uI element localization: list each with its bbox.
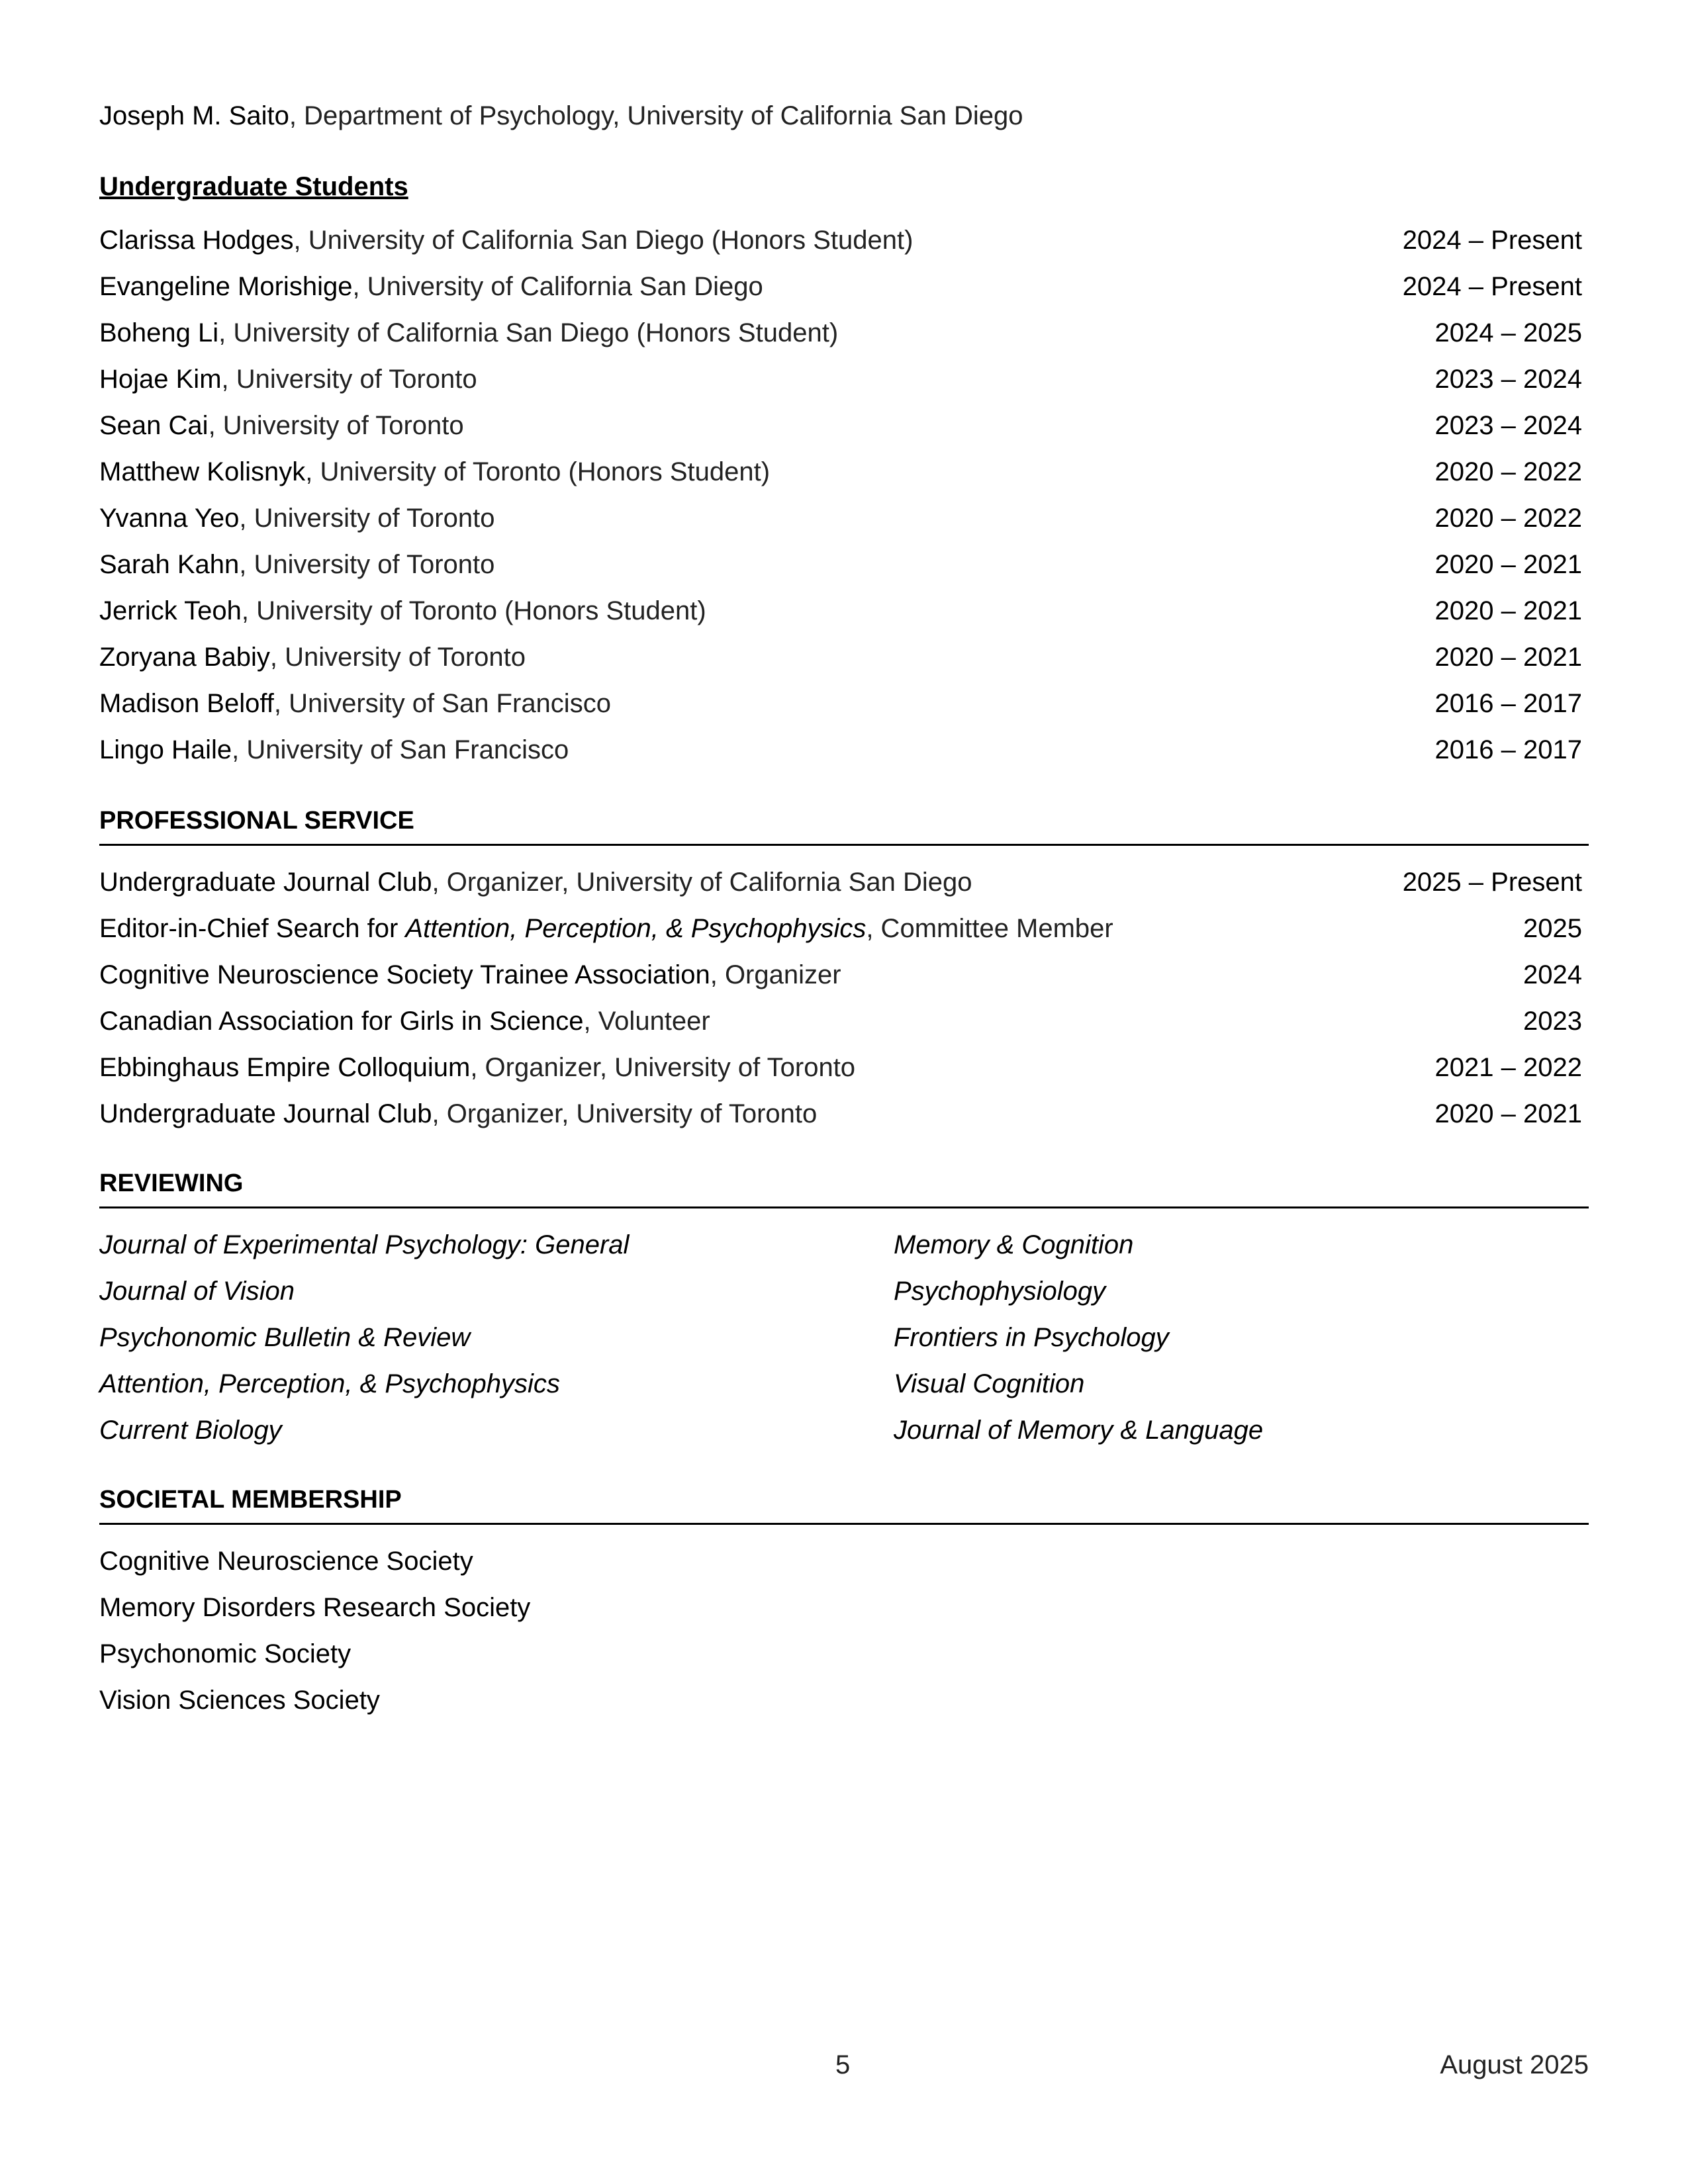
student-name: Matthew Kolisnyk [99,457,306,486]
service-role: Cognitive Neuroscience Society Trainee Association [99,960,710,989]
list-item [99,1410,1589,1450]
journal-title: Psychonomic Bulletin & Review [99,1323,471,1352]
student-name: Jerrick Teoh [99,596,242,625]
grad-mentee-entry [99,96,1589,136]
list-item [99,452,1589,492]
student-name: Evangeline Morishige [99,272,353,301]
service-dates: 2024 [1523,960,1582,989]
list-item: Memory Disorders Research Society [99,1593,531,1622]
student-detail: , University of California San Diego (Honors Student) [218,318,839,347]
student-dates: 2023 – 2024 [1434,411,1582,440]
student-detail: , University of Toronto [221,365,477,394]
student-dates: 2016 – 2017 [1434,689,1582,718]
student-dates: 2020 – 2022 [1434,457,1582,486]
list-item: Cognitive Neuroscience Society [99,1547,473,1576]
student-dates: 2024 – 2025 [1434,318,1582,347]
journal-title: Frontiers in Psychology [894,1323,1169,1352]
student-detail: , University of California San Diego [352,272,763,301]
list-item [99,267,1589,306]
journal-title: Attention, Perception, & Psychophysics [405,914,867,943]
entry-name: Joseph M. Saito [99,101,289,130]
student-detail: , University of San Francisco [232,735,569,764]
journal-title: Attention, Perception, & Psychophysics [99,1369,560,1398]
student-detail: , University of Toronto [239,550,495,579]
journal-title: Journal of Experimental Psychology: General [99,1230,630,1259]
list-item [99,220,1589,260]
page-number: 5 [835,2050,851,2079]
student-detail: , University of Toronto [208,411,464,440]
undergrad-heading: Undergraduate Students [99,172,408,201]
service-role: Editor-in-Chief Search for [99,914,406,943]
student-name: Lingo Haile [99,735,232,764]
student-name: Sarah Kahn [99,550,240,579]
service-dates: 2021 – 2022 [1434,1053,1582,1082]
service-role: Undergraduate Journal Club [99,1099,432,1128]
student-dates: 2016 – 2017 [1434,735,1582,764]
student-name: Hojae Kim [99,365,222,394]
service-role: Canadian Association for Girls in Science [99,1007,584,1036]
section-divider [99,1523,1589,1525]
list-item [99,1048,1589,1087]
list-item [99,909,1589,948]
section-divider [99,1206,1589,1208]
service-detail: , Organizer, University of Toronto [432,1099,818,1128]
service-dates: 2025 [1523,914,1582,943]
student-name: Zoryana Babiy [99,643,270,672]
student-name: Boheng Li [99,318,219,347]
student-dates: 2020 – 2021 [1434,643,1582,672]
student-dates: 2023 – 2024 [1434,365,1582,394]
list-item [99,730,1589,770]
journal-title: Journal of Memory & Language [894,1416,1264,1445]
list-item [99,1001,1589,1041]
list-item [99,591,1589,631]
footer-date: August 2025 [1440,2050,1589,2079]
list-item [99,1364,1589,1404]
student-detail: , University of Toronto (Honors Student) [241,596,706,625]
student-detail: , University of Toronto (Honors Student) [305,457,771,486]
list-item [99,359,1589,399]
service-detail: , Organizer [710,960,841,989]
service-dates: 2023 [1523,1007,1582,1036]
journal-title: Psychophysiology [894,1277,1106,1306]
list-item [99,406,1589,445]
student-name: Yvanna Yeo [99,504,240,533]
list-item [99,637,1589,677]
student-detail: , University of Toronto [239,504,495,533]
journal-title: Visual Cognition [894,1369,1085,1398]
service-role: Ebbinghaus Empire Colloquium [99,1053,471,1082]
section-divider [99,844,1589,846]
list-item: Vision Sciences Society [99,1686,380,1715]
section-title-reviewing: REVIEWING [99,1169,244,1197]
journal-title: Journal of Vision [99,1277,295,1306]
student-detail: , University of San Francisco [273,689,611,718]
list-item [99,1225,1589,1265]
student-dates: 2024 – Present [1402,272,1582,301]
service-dates: 2025 – Present [1402,868,1582,897]
list-item [99,313,1589,353]
list-item: Psychonomic Society [99,1639,352,1668]
entry-detail: , Department of Psychology, University of California San Diego [289,101,1023,130]
service-dates: 2020 – 2021 [1434,1099,1582,1128]
service-role: Undergraduate Journal Club [99,868,432,897]
student-name: Sean Cai [99,411,209,440]
section-title-membership: SOCIETAL MEMBERSHIP [99,1486,402,1514]
service-detail: , Committee Member [866,914,1113,943]
list-item [99,862,1589,902]
list-item [99,545,1589,584]
service-detail: , Volunteer [583,1007,710,1036]
list-item [99,1271,1589,1311]
list-item [99,1094,1589,1134]
student-name: Madison Beloff [99,689,274,718]
student-dates: 2020 – 2021 [1434,596,1582,625]
student-detail: , University of Toronto [269,643,526,672]
service-detail: , Organizer, University of Toronto [470,1053,856,1082]
list-item [99,955,1589,995]
student-dates: 2024 – Present [1402,226,1582,255]
student-dates: 2020 – 2021 [1434,550,1582,579]
list-item [99,1318,1589,1357]
student-name: Clarissa Hodges [99,226,294,255]
list-item [99,684,1589,723]
student-dates: 2020 – 2022 [1434,504,1582,533]
section-title-service: PROFESSIONAL SERVICE [99,807,414,835]
journal-title: Current Biology [99,1416,282,1445]
journal-title: Memory & Cognition [894,1230,1134,1259]
service-detail: , Organizer, University of California San Diego [432,868,972,897]
student-detail: , University of California San Diego (Honors Student) [293,226,914,255]
list-item [99,498,1589,538]
